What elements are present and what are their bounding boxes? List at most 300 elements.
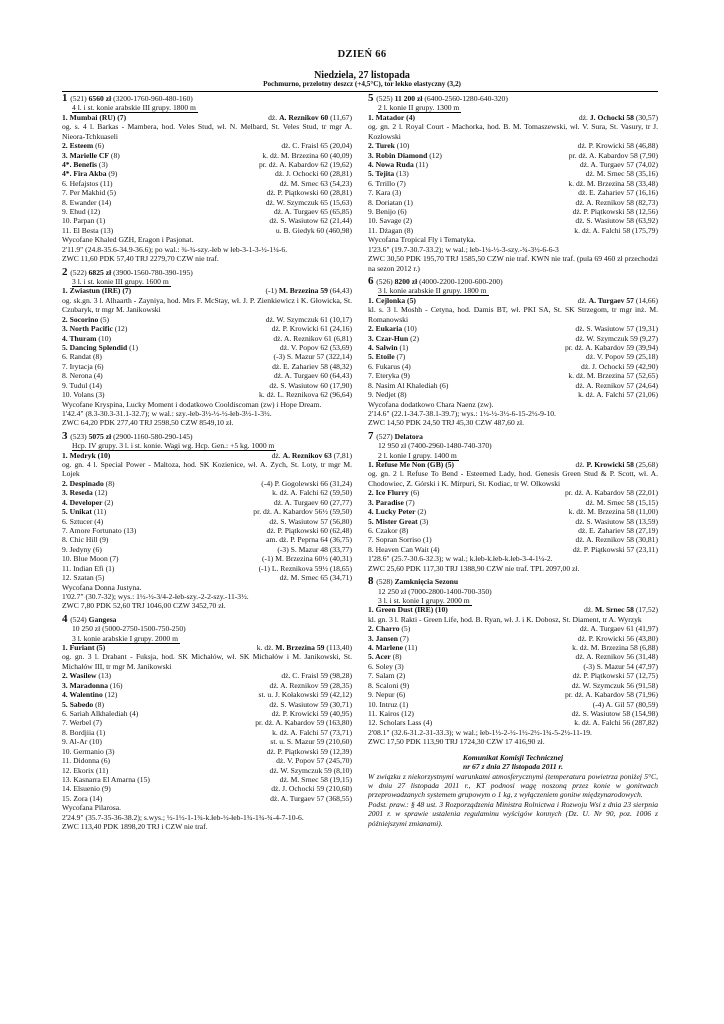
- winner-pedigree: og. s. 4 l. Barkas - Mambera, hod. Veles Stud, wł. N. Melbard, St. Veles Stud, tr mgr A. Nieora-Tchkuaseli: [62, 122, 352, 141]
- entry-horse-name: 2. Eukaria: [368, 324, 403, 334]
- winner-odds: (64,43): [327, 286, 352, 296]
- winner-name: 1. Green Dust: [368, 605, 413, 615]
- race-conditions: [62, 441, 352, 450]
- result-entry: [368, 526, 658, 535]
- entry-horse: [368, 226, 413, 235]
- entry-horse: [368, 188, 401, 197]
- entry-jockey: dż. S. Wasiutow 57 (19,31): [575, 324, 658, 334]
- entry-horse-name: 3. Jansen: [368, 633, 398, 643]
- winner-jockey-name: A. Reznikov 60: [279, 112, 329, 122]
- entry-horse: [62, 747, 115, 756]
- entry-horse-name: 7. Kara (3): [368, 188, 402, 198]
- winner-odds: (25,68): [633, 460, 658, 470]
- entry-horse-name: 2. Socorino: [62, 314, 99, 324]
- entry-draw: (2): [408, 333, 419, 343]
- left-column: [62, 94, 352, 835]
- race-code: (521): [70, 94, 89, 103]
- winner-odds: (11,67): [328, 112, 352, 122]
- result-entry: [368, 634, 658, 643]
- race-number: 1: [62, 92, 71, 104]
- entry-jockey: dż. S. Wasiutow 59 (30,71): [269, 699, 352, 709]
- entry-draw: (10): [96, 333, 112, 343]
- weather-line: Pochmurno, przelotny deszcz (+4,5°C), tor lekko elastyczny (3,2): [263, 80, 461, 88]
- race-note: 2'11.9" (24.8-35.6-34.9-36.6); po wal.: ¾-¾-szy.-łeb w łeb-3-1-3-½-1¼-6.: [62, 244, 288, 254]
- winner-jockey: [578, 296, 658, 305]
- race-name: Zamknięcia Sezonu: [394, 577, 459, 587]
- winner-name: 1. Medryk: [62, 450, 96, 460]
- entry-horse-name: 8. Nasim Al Khalediah (6): [368, 380, 449, 390]
- winner-jockey-prefix: dż.: [583, 605, 595, 615]
- entry-draw: (12): [102, 690, 118, 700]
- entry-jockey: (-3) S. Mazur 54 (47,97): [583, 661, 658, 671]
- winner-entry: [62, 451, 352, 460]
- result-entry: [62, 517, 352, 526]
- entry-jockey: (-3) S. Mazur 48 (33,77): [277, 544, 352, 554]
- entry-horse-name: 5. Tejita: [368, 169, 395, 179]
- entry-horse-name: 6. Trrillo (7): [368, 178, 406, 188]
- result-entry: [62, 169, 352, 178]
- race-note: Wycofane Kryspina, Lucky Moment i dodatkowo Cooldiscoman (zw) i Hope Dream.: [62, 399, 322, 409]
- winner-origin: (5): [94, 643, 106, 653]
- race-note: ZWC 7,80 PDK 52,60 TRJ 1046,00 CZW 3452,70 zł.: [62, 601, 226, 611]
- entry-horse: [62, 756, 110, 765]
- result-entry: [62, 784, 352, 793]
- entry-jockey: dż. C. Fraisl 59 (98,28): [281, 671, 352, 681]
- race-conditions-text: Hcp. IV grupy. 3 l. i st. konie. Wagi wg. Hcp. Gen.: +5 kg. 1000 m: [72, 441, 275, 451]
- result-entry: [62, 479, 352, 488]
- entry-jockey: dż. A. Turgaev 61 (41,97): [579, 624, 658, 634]
- entry-horse: [368, 488, 419, 497]
- entry-horse: [62, 352, 102, 361]
- entry-jockey: k. dż. L. Reznikova 62 (96,64): [258, 390, 352, 400]
- entry-horse: [368, 709, 414, 718]
- winner-jockey: [268, 113, 352, 122]
- winner-name: 1. Cejlonka: [368, 295, 406, 305]
- entry-draw: (1): [397, 342, 409, 352]
- entry-horse-name: 4. Thuram: [62, 333, 97, 343]
- entry-draw: (7): [403, 497, 415, 507]
- entry-horse-name: 4. Developer: [62, 497, 103, 507]
- entry-horse-name: 8. Bordjiia (1): [62, 727, 106, 737]
- race-prize: 12 250 zł: [378, 586, 409, 596]
- result-entry: [62, 709, 352, 718]
- entry-jockey: dż. P. Piątkowski 59 (12,39): [266, 746, 352, 756]
- race-block: [368, 577, 658, 747]
- result-entry: [368, 371, 658, 380]
- winner-jockey: [266, 286, 352, 295]
- entry-horse: [62, 160, 108, 169]
- race-prize: 5075 zł: [88, 431, 114, 441]
- winner-jockey-prefix: (-1): [265, 286, 279, 296]
- entry-horse-name: 8. Chic Hill (9): [62, 535, 109, 545]
- entry-horse: [368, 198, 413, 207]
- result-entry: [368, 169, 658, 178]
- entry-horse: [368, 662, 404, 671]
- entry-horse: [368, 362, 411, 371]
- entry-jockey: (-1) M. Brzezina 60½ (40,31): [261, 554, 352, 564]
- entry-jockey: dż. P. Piątkowski 57 (23,11): [572, 544, 658, 554]
- result-entry: [62, 188, 352, 197]
- entry-horse-name: 2. Charro: [368, 624, 400, 634]
- entry-horse-name: 6. Sztucer (4): [62, 516, 104, 526]
- entry-jockey: dż. C. Fraisl 65 (20,04): [281, 141, 352, 151]
- entry-horse: [62, 545, 102, 554]
- entry-jockey: dż. W. Szymczuk 65 (15,63): [265, 197, 352, 207]
- winner-jockey-prefix: dż.: [575, 460, 587, 470]
- entry-horse-name: 5. Unikat: [62, 507, 92, 517]
- winner-jockey-name: M. Srnec 58: [594, 605, 634, 615]
- entry-horse: [368, 700, 408, 709]
- race-prize: 6560 zł: [88, 94, 114, 103]
- komunikat-subheading: nr 67 z dnia 27 listopada 2011 r.: [462, 762, 563, 772]
- entry-horse-name: 12. Szatan (5): [62, 573, 105, 583]
- result-entry: [368, 343, 658, 352]
- entry-horse-name: 9. Nedjet (8): [368, 390, 407, 400]
- winner-jockey-name: J. Ochocki 58: [589, 112, 634, 122]
- race-note: 2'08.1" (32.6-31.2-31-33.3); w wal.; łeb-1½-2-½-1½-2½-1¾-5-2½-11-19.: [368, 727, 592, 737]
- winner-origin: (IRE) (10): [412, 605, 448, 615]
- entry-horse-name: 4. Lucky Peter: [368, 507, 416, 517]
- entry-jockey: dż. P. Krowicki 59 (40,95): [271, 709, 352, 718]
- entry-draw: (8): [390, 652, 402, 662]
- entry-draw: (5): [98, 314, 110, 324]
- entry-horse-name: 12. Ekorix (11): [62, 765, 109, 775]
- race-note: ZWC 14,50 PDK 24,50 TRJ 45,30 CZW 487,60 zł.: [368, 418, 525, 428]
- entry-jockey: dż. W. Szymczuk 61 (10,17): [265, 314, 352, 324]
- entry-jockey: dż. J. Ochocki 60 (28,81): [275, 169, 352, 179]
- entry-jockey: dż. S. Wasiutow 62 (21,44): [269, 216, 352, 226]
- entry-horse-name: 5. Acer: [368, 652, 391, 662]
- entry-horse-name: 3. Marielle CF: [62, 150, 110, 160]
- header-divider: [62, 91, 658, 92]
- result-entry: [62, 728, 352, 737]
- entry-horse: [62, 775, 150, 784]
- race-conditions-text: 3 l. i st. konie III grupy. 1600 m: [72, 277, 169, 287]
- result-entry: [62, 545, 352, 554]
- entry-jockey: dż. S. Wasiutow 58 (63,92): [575, 216, 658, 226]
- result-entry: [62, 362, 352, 371]
- entry-horse: [368, 671, 405, 680]
- winner-origin: (GB) (5): [425, 460, 455, 470]
- entry-horse: [62, 390, 105, 399]
- entry-horse-name: 9. Al-Ar (10): [62, 737, 102, 747]
- entry-horse: [62, 517, 103, 526]
- entry-horse-name: 9. Tudul (14): [62, 380, 102, 390]
- winner-jockey-prefix: dż.: [268, 112, 280, 122]
- winner-jockey-name: A. Turgaev 57: [588, 295, 634, 305]
- race-block: [62, 612, 352, 832]
- entry-draw: (2): [102, 497, 114, 507]
- entry-horse-name: 4. Salwin: [368, 342, 398, 352]
- entry-horse-name: 4*. Fira Akba: [62, 169, 107, 179]
- entry-horse: [62, 709, 138, 718]
- entry-horse-name: 5. Dancing Splendid: [62, 342, 128, 352]
- race-name: Gangesa: [88, 614, 117, 624]
- winner-origin: (10): [95, 450, 111, 460]
- race-note: ZWC 11,60 PDK 57,40 TRJ 2279,70 CZW nie traf.: [62, 254, 219, 264]
- entry-draw: (3): [97, 159, 108, 169]
- result-entry: [368, 488, 658, 497]
- entry-horse: [62, 784, 111, 793]
- entry-jockey: k. dż. A. Falchi 56 (287,82): [574, 718, 658, 728]
- race-note: 1'23.6" (19.7-30.7-33.2); w wal.; łeb-1¼-½-3-szy.-¾-3½-6-6-3: [368, 244, 559, 254]
- entry-draw: (11): [91, 507, 107, 517]
- entry-jockey: st. u. J. Kołakowski 59 (42,12): [258, 690, 352, 700]
- race-header: [368, 277, 658, 286]
- winner-odds: (17,52): [633, 605, 658, 615]
- entry-jockey: k. dż. M. Brzezina 60 (40,09): [262, 150, 352, 160]
- entry-horse: [368, 681, 409, 690]
- entry-horse: [62, 216, 105, 225]
- race-conditions: [62, 634, 352, 643]
- entry-horse-name: 4*. Benefis: [62, 159, 98, 169]
- entry-jockey: dż. V. Popov 62 (53,69): [279, 342, 352, 352]
- entry-horse: [368, 634, 409, 643]
- entry-jockey: dż. A. Reznikov 57 (24,64): [575, 380, 658, 390]
- entry-horse: [62, 207, 100, 216]
- result-entry: [62, 756, 352, 765]
- result-entry: [368, 362, 658, 371]
- entry-horse-name: 3. Robin Diamond: [368, 150, 428, 160]
- entry-horse-name: 7. Amore Fortunato (13): [62, 525, 137, 535]
- entry-horse-name: 8. Nerona (4): [62, 371, 103, 381]
- race-number: 5: [368, 92, 377, 104]
- result-entry: [62, 488, 352, 497]
- entry-horse: [368, 643, 417, 652]
- winner-pedigree: kl. s. 3 l. Moshh - Cetyna, hod. Damis BT, wł. PKI SA, St. SK Strzegom, tr mgr inż. M. Romanowski: [368, 305, 658, 324]
- race-note: Wycofana Pilarosa.: [62, 803, 122, 813]
- entry-draw: (8): [103, 478, 115, 488]
- entry-horse-name: 9. Nepur (6): [368, 690, 406, 700]
- entry-horse-name: 3. North Pacific: [62, 324, 113, 334]
- entry-horse-name: 4. Nowa Ruda: [368, 159, 414, 169]
- winner-jockey-prefix: dż.: [271, 450, 283, 460]
- entry-jockey: dż. A. Turgaev 57 (368,55): [270, 793, 352, 803]
- entry-jockey: dż. E. Zahariev 57 (16,16): [578, 188, 658, 198]
- winner-jockey: [576, 460, 658, 469]
- winner-name: 1. Furiant: [62, 643, 95, 653]
- entry-horse: [62, 362, 104, 371]
- entry-draw: (11): [403, 643, 418, 653]
- race-prize: 8200 zł: [394, 277, 420, 287]
- race-note: Wycofana Donna Justyna.: [62, 582, 142, 592]
- page-title: DZIEŃ 66: [337, 49, 387, 60]
- entry-horse: [62, 554, 119, 563]
- entry-horse: [62, 564, 114, 573]
- entry-jockey: dż. W. Szymczuk 56 (91,58): [571, 680, 658, 690]
- result-entry: [62, 718, 352, 727]
- entry-horse-name: 6. Hefajstos (11): [62, 178, 113, 188]
- winner-jockey: [257, 643, 352, 652]
- result-entry: [368, 207, 658, 216]
- race-number: 7: [368, 429, 377, 442]
- race-block: [62, 429, 352, 611]
- race-header: [62, 265, 352, 278]
- entry-draw: (7): [394, 352, 406, 362]
- entry-horse: [368, 207, 407, 216]
- result-entry: [368, 381, 658, 390]
- result-entry: [368, 179, 658, 188]
- entry-horse: [62, 737, 102, 746]
- race-conditions-text: 2 l. konie II grupy. 1300 m: [378, 103, 460, 113]
- result-entry: [368, 151, 658, 160]
- result-entry: [62, 198, 352, 207]
- winner-horse: [368, 605, 448, 614]
- entry-jockey: k. dż. A. Falchi 62 (59,50): [272, 488, 352, 498]
- entry-jockey: dż. A. Reznikov 58 (30,81): [575, 535, 658, 545]
- entry-horse: [368, 526, 408, 535]
- entry-jockey: (-4) A. Gil 57 (80,59): [592, 699, 658, 709]
- race-block: [62, 265, 352, 428]
- entry-horse: [368, 324, 417, 333]
- race-number: 8: [368, 575, 377, 588]
- result-entry: [62, 535, 352, 544]
- entry-horse-name: 5. Etoile: [368, 352, 395, 362]
- entry-horse: [368, 507, 426, 516]
- entry-horse: [62, 169, 117, 178]
- result-entry: [62, 226, 352, 235]
- race-prize-split: (6400-2560-1280-640-320): [424, 94, 508, 103]
- entry-horse-name: 8. Scaloni (9): [368, 680, 410, 690]
- race-prize: 10 250 zł: [72, 624, 103, 634]
- entry-jockey: dż. M. Srnec 58 (35,16): [585, 169, 658, 179]
- winner-horse: [62, 286, 131, 295]
- result-entry: [62, 334, 352, 343]
- entry-horse: [368, 179, 406, 188]
- entry-horse-name: 7. Salam (2): [368, 671, 406, 681]
- entry-horse: [62, 371, 103, 380]
- entry-horse-name: 15. Zora (14): [62, 793, 103, 803]
- entry-draw: (13): [96, 671, 112, 681]
- winner-name: 1. Matador: [368, 112, 405, 122]
- race-note: Wycofana Tropical Fly i Tematyka.: [368, 235, 476, 245]
- result-entry: [62, 681, 352, 690]
- winner-pedigree: og. gn. 2 l. Royal Court - Machorka, hod. B. M. Tomaszewski, wł. V. Sura, St. Vasury, tr J. Kozłowski: [368, 122, 658, 141]
- entry-jockey: pr. dż. A. Kabardov 62 (19,62): [258, 159, 352, 169]
- result-entry: [368, 718, 658, 727]
- entry-draw: (8): [109, 150, 120, 160]
- entry-horse-name: 7. Werbel (7): [62, 718, 102, 728]
- entry-jockey: dż. E. Zahariev 58 (48,32): [272, 361, 352, 371]
- result-entry: [368, 652, 658, 661]
- result-entry: [62, 747, 352, 756]
- race-block: [368, 94, 658, 273]
- winner-odds: (7,81): [331, 450, 352, 460]
- entry-horse-name: 8. Ewander (14): [62, 197, 112, 207]
- entry-draw: (10): [402, 324, 417, 334]
- entry-horse: [62, 766, 108, 775]
- race-note: ZWC 17,50 PDK 113,90 TRJ 1724,30 CZW 17 416,90 zł.: [368, 737, 545, 747]
- winner-horse: [368, 296, 416, 305]
- entry-horse-name: 6. Randat (8): [62, 352, 102, 362]
- entry-horse-name: 3. Czar-Hun: [368, 333, 409, 343]
- entry-horse: [368, 535, 432, 544]
- entry-draw: (10): [394, 141, 410, 151]
- result-entry: [62, 573, 352, 582]
- race-block: [62, 94, 352, 264]
- entry-horse: [62, 794, 102, 803]
- entry-jockey: dż. A. Reznikov 61 (6,81): [273, 333, 352, 343]
- result-entry: [62, 352, 352, 361]
- race-conditions-text: 3 l. konie arabskie II grupy. 1800 m: [378, 286, 487, 296]
- entry-horse: [62, 198, 111, 207]
- result-entry: [62, 498, 352, 507]
- entry-horse-name: 9. Ehud (12): [62, 207, 101, 217]
- result-entry: [368, 643, 658, 652]
- result-entry: [368, 216, 658, 225]
- result-entry: [368, 226, 658, 235]
- result-entry: [368, 517, 658, 526]
- race-conditions: [368, 103, 658, 112]
- entry-jockey: dż. E. Zahariev 58 (27,19): [578, 525, 658, 535]
- race-prize-split: (3900-1560-780-390-195): [113, 267, 193, 277]
- result-entry: [62, 794, 352, 803]
- entry-jockey: dż. A. Turgaev 65 (65,85): [273, 207, 352, 217]
- entry-jockey: dż. S. Wasiutow 60 (17,90): [269, 380, 352, 390]
- race-note: 2'14.6" (22.1-34.7-38.1-39.7); wys.: 1½-½-3½-6-15-2½-9-10.: [368, 408, 556, 418]
- result-entry: [368, 334, 658, 343]
- entry-horse-name: 6. Fukarus (4): [368, 361, 411, 371]
- result-entry: [62, 151, 352, 160]
- entry-horse-name: 10. Volans (3): [62, 390, 105, 400]
- entry-jockey: k. dż. A. Falchi 57 (73,71): [272, 727, 352, 737]
- entry-jockey: pr. dż. A. Kabardov 58 (71,96): [564, 690, 658, 700]
- winner-entry: [62, 286, 352, 295]
- entry-horse-name: 11. Indian Efi (1): [62, 563, 115, 573]
- entry-horse-name: 7. Irytacja (6): [62, 361, 104, 371]
- entry-horse-name: 8. Heaven Can Wait (4): [368, 544, 440, 554]
- entry-horse: [368, 160, 428, 169]
- race-note: 1'02.7" (30.7-32); wys.: 1½-½-3/4-2-łeb-szy.-2-2-szy.-11-3½.: [62, 591, 249, 601]
- entry-draw: (3): [417, 516, 429, 526]
- result-entry: [368, 681, 658, 690]
- entry-jockey: st. u. S. Mazur 59 (210,60): [270, 737, 352, 747]
- result-entry: [62, 671, 352, 680]
- entry-jockey: am. dż. P. Peprna 64 (36,75): [266, 535, 352, 545]
- entry-jockey: dż. J. Ochocki 59 (210,60): [271, 784, 352, 794]
- entry-horse: [368, 343, 408, 352]
- race-code: (527): [376, 431, 395, 441]
- entry-horse: [368, 352, 405, 361]
- result-entry: [62, 564, 352, 573]
- winner-horse: [368, 113, 415, 122]
- winner-jockey-name: P. Krowicki 58: [586, 460, 634, 470]
- entry-horse: [62, 700, 104, 709]
- entry-horse-name: 2. Turek: [368, 141, 395, 151]
- entry-draw: (16): [108, 680, 123, 690]
- entry-horse: [368, 517, 428, 526]
- entry-jockey: dż. A. Reznikov 59 (28,35): [269, 680, 352, 690]
- winner-horse: [62, 113, 126, 122]
- entry-horse: [62, 690, 117, 699]
- entry-jockey: dż. S. Wasiutow 58 (154,98): [571, 709, 658, 718]
- race-number: 2: [62, 265, 71, 278]
- entry-horse: [62, 226, 113, 235]
- entry-horse-name: 4. Walentino: [62, 690, 103, 700]
- result-entry: [368, 709, 658, 718]
- entry-horse: [368, 371, 410, 380]
- entry-jockey: dż. P. Piątkowski 60 (28,81): [266, 188, 352, 198]
- race-conditions-text: 3 l. i st. konie I grupy. 2000 m: [378, 595, 470, 605]
- result-entry: [62, 526, 352, 535]
- entry-horse: [368, 151, 442, 160]
- race-header: [62, 429, 352, 442]
- entry-horse: [62, 188, 116, 197]
- entry-jockey: dż. V. Popov 57 (245,70): [276, 756, 352, 766]
- entry-jockey: k. dż. M. Brzezina 58 (6,88): [572, 643, 658, 653]
- entry-draw: (8): [93, 699, 104, 709]
- entry-horse: [62, 324, 127, 333]
